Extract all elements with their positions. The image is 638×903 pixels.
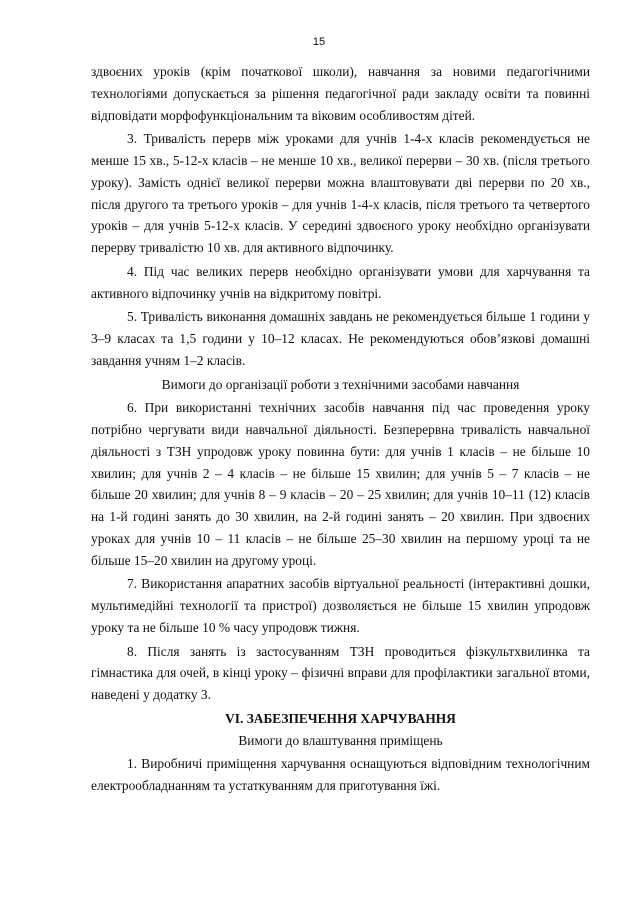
paragraph-4-long-breaks: 4. Під час великих перерв необхідно організувати умови для харчування та активного відпочинку учнів на відкритому повітрі.	[91, 263, 590, 301]
paragraph-continuation: здвоєних уроків (крім початкової школи), навчання за новими педагогічними технологіями допускається за рішення педагогічної ради закладу освіти та повинні відповідати морфофункціональним та віковим особливостям дітей.	[91, 64, 590, 123]
page-number: 15	[312, 36, 326, 48]
paragraph-7-virtual-reality: 7. Використання апаратних засобів віртуальної реальності (інтерактивні дошки, мультимедійні технології та пристрої) дозволяється не більше 15 хвилин упродовж уроку та не більше 10 % часу упродовж тижня.	[91, 576, 590, 635]
section-heading-nutrition: VI. ЗАБЕЗПЕЧЕННЯ ХАРЧУВАННЯ	[225, 710, 456, 726]
page-body	[91, 61, 590, 797]
paragraph-1-production-premises: 1. Виробничі приміщення харчування оснащуються відповідним технологічним електрообладнанням та устаткуванням для приготування їжі.	[91, 756, 590, 793]
paragraph-8-exercises: 8. Після занять із застосуванням ТЗН проводиться фізкультхвилинка та гімнастика для очей, в кінці уроку – фізичні вправи для профілактики загальної втоми, наведені у додатку 3.	[91, 643, 590, 702]
subheading-premises: Вимоги до влаштування приміщень	[238, 732, 443, 748]
paragraph-3-break-duration: 3. Тривалість перерв між уроками для учнів 1-4-х класів рекомендується не менше 15 хв., 5-12-х класів – не менше 10 хв., великої перерви – 30 хв. (після третього уроку). Замість однієї великої перерви можна влаштовувати дві перерви по 20 хв., після другого та третього уроків – для учнів 1-4-х класів, після третього та четвертого уроків – для учнів 5-12-х класів. У середині здвоєного уроку необхідно організувати перерву тривалістю 10 хв. для активного відпочинку.	[91, 131, 590, 255]
paragraph-5-homework: 5. Тривалість виконання домашніх завдань не рекомендується більше 1 години у 3–9 класах та 1,5 години у 10–12 класах. Не рекомендуються обов’язкові домашні завдання учням 1–2 класів.	[91, 309, 590, 368]
paragraph-6-tzn-duration: 6. При використанні технічних засобів навчання під час проведення уроку потрібно чергувати види навчальної діяльності. Безперервна тривалість навчальної діяльності з ТЗН упродовж уроку повинна бути: для учнів 1 класів – не більше 10 хвилин; для учнів 2 – 4 класів – не більше 15 хвилин; для учнів 5 – 7 класів – не більше 20 хвилин; для учнів 8 – 9 класів – 20 – 25 хвилин; для учнів 10–11 (12) класів на 1-й годині занять до 30 хвилин, на 2-й годині занять – 20 хвилин. При здвоєних уроках для учнів 10 – 11 класів – не більше 25–30 хвилин на першому уроці та не більше 15–20 хвилин на другому уроці.	[91, 400, 590, 568]
subheading-technical-means: Вимоги до організації роботи з технічними засобами навчання	[161, 376, 520, 392]
